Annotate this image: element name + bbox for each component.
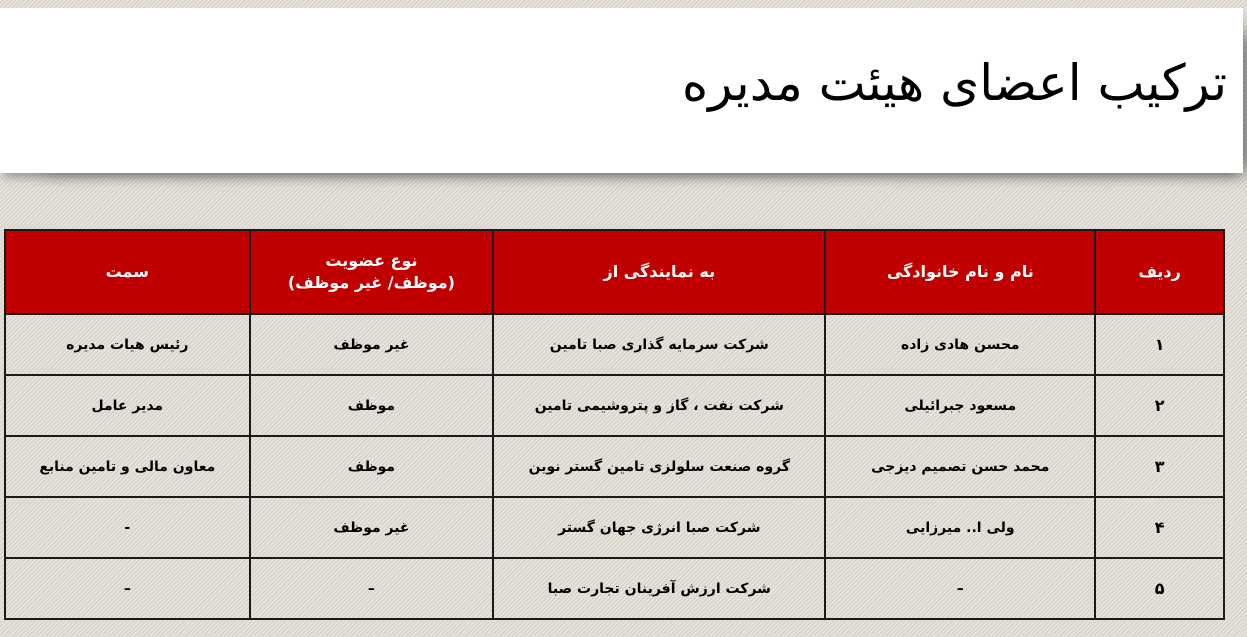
cell-row-number: ۴ (1095, 497, 1224, 558)
cell-position: معاون مالی و تامین منابع (5, 436, 250, 497)
page-title: ترکیب اعضای هیئت مدیره (682, 54, 1227, 112)
cell-membership-type: غیر موظف (250, 314, 494, 375)
table-row (5, 497, 1224, 558)
cell-position: - (5, 497, 250, 558)
cell-row-number: ۵ (1095, 558, 1224, 619)
header-full-name: نام و نام خانوادگی (825, 230, 1095, 314)
table-row (5, 558, 1224, 619)
cell-representing: شرکت سرمایه گذاری صبا تامین (493, 314, 825, 375)
cell-full-name: – (825, 558, 1095, 619)
title-panel (0, 8, 1243, 173)
cell-position: – (5, 558, 250, 619)
header-membership-type-line1: نوع عضویت (325, 251, 418, 270)
cell-position: رئیس هیات مدیره (5, 314, 250, 375)
table-row (5, 314, 1224, 375)
cell-membership-type: غیر موظف (250, 497, 494, 558)
cell-position: مدیر عامل (5, 375, 250, 436)
board-members-table (4, 229, 1225, 620)
cell-representing: گروه صنعت سلولزی تامین گستر نوین (493, 436, 825, 497)
cell-row-number: ۳ (1095, 436, 1224, 497)
cell-membership-type: موظف (250, 375, 494, 436)
cell-full-name: محسن هادی زاده (825, 314, 1095, 375)
cell-representing: شرکت ارزش آفرینان تجارت صبا (493, 558, 825, 619)
header-membership-type (250, 230, 494, 314)
header-row-number: ردیف (1095, 230, 1224, 314)
header-representing: به نمایندگی از (493, 230, 825, 314)
cell-full-name: ولی ا.. میرزایی (825, 497, 1095, 558)
cell-row-number: ۱ (1095, 314, 1224, 375)
table-row (5, 436, 1224, 497)
cell-membership-type: – (250, 558, 494, 619)
cell-full-name: مسعود جبرائیلی (825, 375, 1095, 436)
header-position: سمت (5, 230, 250, 314)
table-header-row (5, 230, 1224, 314)
cell-full-name: محمد حسن تصمیم دیزجی (825, 436, 1095, 497)
header-membership-type-line2: (موظف/ غیر موظف) (287, 273, 455, 292)
cell-representing: شرکت نفت ، گاز و پتروشیمی تامین (493, 375, 825, 436)
cell-row-number: ۲ (1095, 375, 1224, 436)
table-row (5, 375, 1224, 436)
cell-membership-type: موظف (250, 436, 494, 497)
cell-representing: شرکت صبا انرژی جهان گستر (493, 497, 825, 558)
